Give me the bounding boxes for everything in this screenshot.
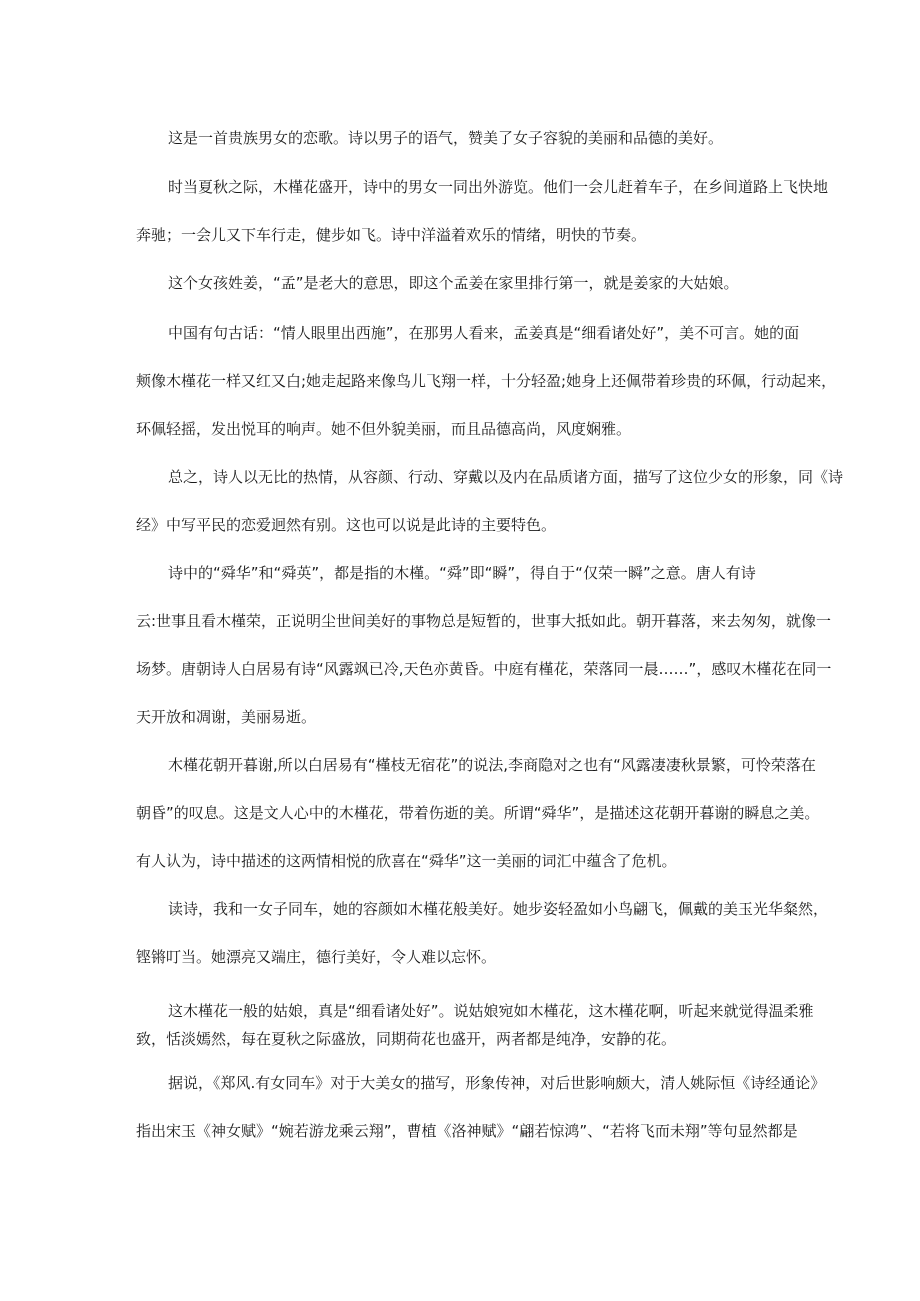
paragraph-3-line-1: 这个女孩姓姜，“孟”是老大的意思，即这个孟姜在家里排行第一，就是姜家的大姑娘。 (168, 274, 739, 292)
paragraph-10-line-1: 据说，《郑风.有女同车》对于大美女的描写，形象传神，对后世影响颇大，清人姚际恒《诗经通论》 (168, 1074, 826, 1092)
paragraph-10-line-2: 指出宋玉《神女赋》“婉若游龙乘云翔”，曹植《洛神赋》“翩若惊鸿”、“若将飞而未翔”等句显然都是 (136, 1122, 798, 1140)
paragraph-6-line-3: 场梦。唐朝诗人白居易有诗“风露飒已冷,天色亦黄昏。中庭有槿花，荣落同一晨……”，感叹木槿花在同一 (136, 660, 832, 678)
paragraph-8-line-1: 读诗，我和一女子同车，她的容颜如木槿花般美好。她步姿轻盈如小鸟翩飞，佩戴的美玉光华粲然， (168, 900, 829, 918)
paragraph-2-line-1: 时当夏秋之际，木槿花盛开，诗中的男女一同出外游览。他们一会儿赶着车子，在乡间道路上飞快地 (168, 178, 829, 196)
paragraph-7-line-2: 朝昏”的叹息。这是文人心中的木槿花，带着伤逝的美。所谓“舜华”，是描述这花朝开暮谢的瞬息之美。 (136, 804, 820, 822)
paragraph-5-line-1: 总之，诗人以无比的热情，从容颜、行动、穿戴以及内在品质诸方面，描写了这位少女的形象，同《诗 (168, 468, 844, 486)
paragraph-5-line-2: 经》中写平民的恋爱迥然有别。这也可以说是此诗的主要特色。 (136, 516, 557, 534)
paragraph-4-line-2: 颊像木槿花一样又红又白;她走起路来像鸟儿飞翔一样，十分轻盈;她身上还佩带着珍贵的环佩，行动起来， (136, 372, 837, 390)
paragraph-1-line-1: 这是一首贵族男女的恋歌。诗以男子的语气，赞美了女子容貌的美丽和品德的美好。 (168, 129, 724, 147)
paragraph-7-line-3: 有人认为，诗中描述的这两情相悦的欣喜在“舜华”这一美丽的词汇中蕴含了危机。 (136, 852, 677, 870)
paragraph-6-line-1: 诗中的“舜华”和“舜英”，都是指的木槿。“舜”即“瞬”，得自于“仅荣一瞬”之意。唐人有诗 (168, 564, 756, 582)
paragraph-9-line-1: 这木槿花一般的姑娘，真是“细看诸处好”。说姑娘宛如木槿花，这木槿花啊，听起来就觉得温柔雅 (168, 1002, 814, 1020)
paragraph-7-line-1: 木槿花朝开暮谢,所以白居易有“槿枝无宿花”的说法,李商隐对之也有“风露凄凄秋景繁，可怜荣落在 (168, 756, 816, 774)
paragraph-6-line-2: 云:世事且看木槿荣，正说明尘世间美好的事物总是短暂的，世事大抵如此。朝开暮落，来去匆匆，就像一 (136, 612, 832, 630)
paragraph-8-line-2: 铿锵叮当。她漂亮又端庄，德行美好，令人难以忘怀。 (136, 948, 497, 966)
paragraph-6-line-4: 天开放和凋谢，美丽易逝。 (136, 708, 317, 726)
paragraph-4-line-1: 中国有句古话：“情人眼里出西施”，在那男人看来，孟姜真是“细看诸处好”，美不可言。她的面 (168, 324, 800, 342)
paragraph-9-line-2: 致，恬淡嫣然，每在夏秋之际盛放，同期荷花也盛开，两者都是纯净，安静的花。 (136, 1030, 677, 1048)
paragraph-4-line-3: 环佩轻摇，发出悦耳的响声。她不但外貌美丽，而且品德高尚，风度娴雅。 (136, 420, 632, 438)
paragraph-2-line-2: 奔驰；一会儿又下车行走，健步如飞。诗中洋溢着欢乐的情绪，明快的节奏。 (136, 226, 647, 244)
